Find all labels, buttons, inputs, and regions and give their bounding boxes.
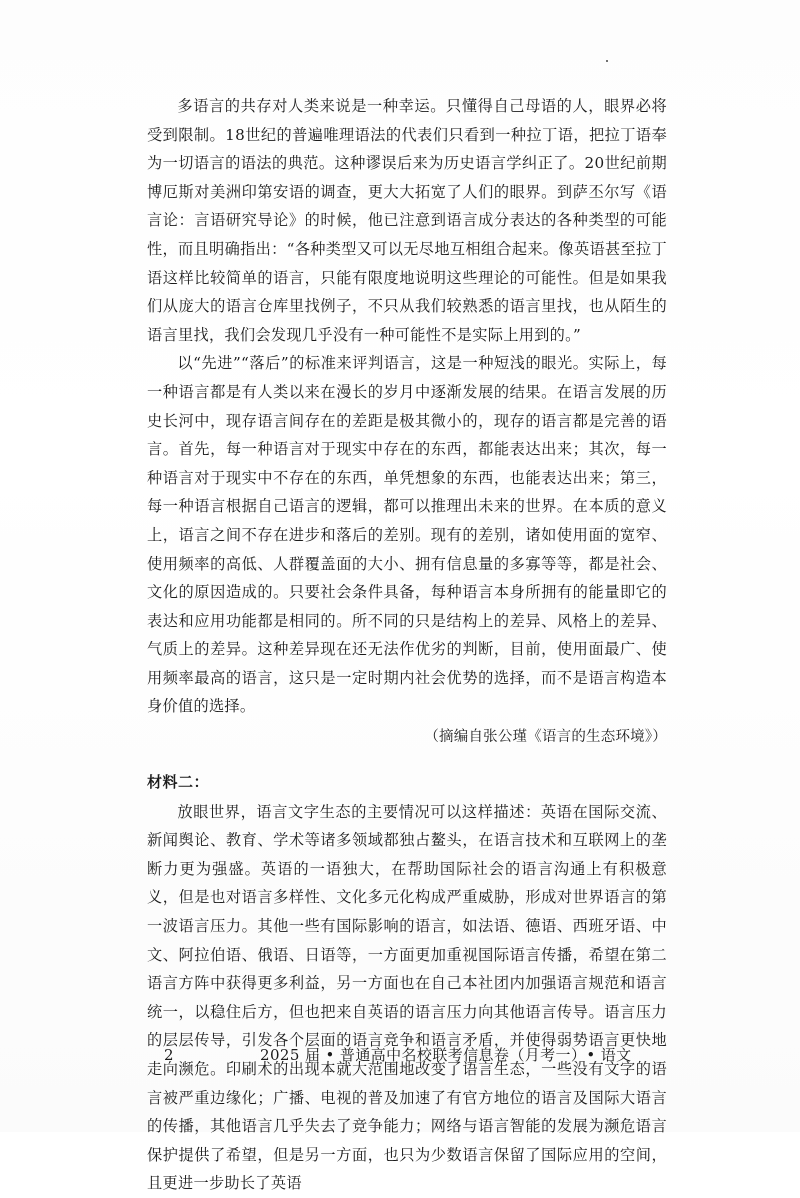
material-one-paragraph-2: 以“先进”“落后”的标准来评判语言，这是一种短浅的眼光。实际上，每一种语言都是有人类以来在漫长的岁月中逐渐发展的结果。在语言发展的历史长河中，现存语言间存在的差距是极其微小的，现存的语言都是完善的语言。首先，每一种语言对于现实中存在的东西，都能表达出来；其次，每一种语言对于现实中不存在的东西，单凭想象的东西，也能表达出来；第三，每一种语言根据自己语言的逻辑，都可以推理出未来的世界。在本质的意义上，语言之间不存在进步和落后的差别。现有的差别，诸如使用面的宽窄、使用频率的高低、人群覆盖面的大小、拥有信息量的多寡等等，都是社会、文化的原因造成的。只要社会条件具备，每种语言本身所拥有的能量即它的表达和应用功能都是相同的。所不同的只是结构上的差异、风格上的差异、气质上的差异。这种差异现在还无法作优劣的判断，目前，使用面最广、使用频率最高的语言，这只是一定时期内社会优势的选择，而不是语言构造本身价值的选择。 [147, 354, 667, 716]
page-content [147, 92, 667, 1198]
footer-title: 2025 届 • 普通高中名校联考信息卷（月考一）• 语文 [260, 1046, 632, 1064]
page-footer [0, 1043, 800, 1067]
material-one-paragraph-1: 多语言的共存对人类来说是一种幸运。只懂得自己母语的人，眼界必将受到限制。18世纪的普遍唯理语法的代表们只看到一种拉丁语，把拉丁语奉为一切语言的语法的典范。这种谬误后来为历史语言学纠正了。20世纪前期博厄斯对美洲印第安语的调查，更大大拓宽了人们的眼界。到萨丕尔写《语言论：言语研究导论》的时候，他已注意到语言成分表达的各种类型的可能性，而且明确指出：“各种类型又可以无尽地互相组合起来。像英语甚至拉丁语这样比较简单的语言，只能有限度地说明这些理论的可能性。但是如果我们从庞大的语言仓库里找例子，不只从我们较熟悉的语言里找，也从陌生的语言里找，我们会发现几乎没有一种可能性不是实际上用到的。” [147, 97, 667, 344]
material-two-paragraph: 放眼世界，语言文字生态的主要情况可以这样描述：英语在国际交流、新闻舆论、教育、学术等诸多领域都独占鳌头，在语言技术和互联网上的垄断力更为强盛。英语的一语独大，在帮助国际社会的语言沟通上有积极意义，但是也对语言多样性、文化多元化构成严重威胁，形成对世界语言的第一波语言压力。其他一些有国际影响的语言，如法语、德语、西班牙语、中文、阿拉伯语、俄语、日语等，一方面更加重视国际语言传播，希望在第二语言方阵中获得更多利益，另一方面也在自己本社团内加强语言规范和语言统一，以稳住后方，但也把来自英语的语言压力向其他语言传导。语言压力的层层传导，引发各个层面的语言竞争和语言矛盾，并使得弱势语言更快地走向濒危。印刷术的出现本就大范围地改变了语言生态，一些没有文字的语言被严重边缘化；广播、电视的普及加速了有官方地位的语言及国际大语言的传播，其他语言几乎失去了竞争能力；网络与语言智能的发展为濒危语言保护提供了希望，但是另一方面，也只为少数语言保留了国际应用的空间，且更进一步助长了英语 [147, 802, 667, 1193]
material-two-heading: 材料二： [147, 772, 210, 791]
page-number: 2 [164, 1046, 174, 1064]
scan-speck [606, 60, 608, 62]
material-one-source: （摘编自张公瑾《语言的生态环境》） [424, 729, 667, 746]
